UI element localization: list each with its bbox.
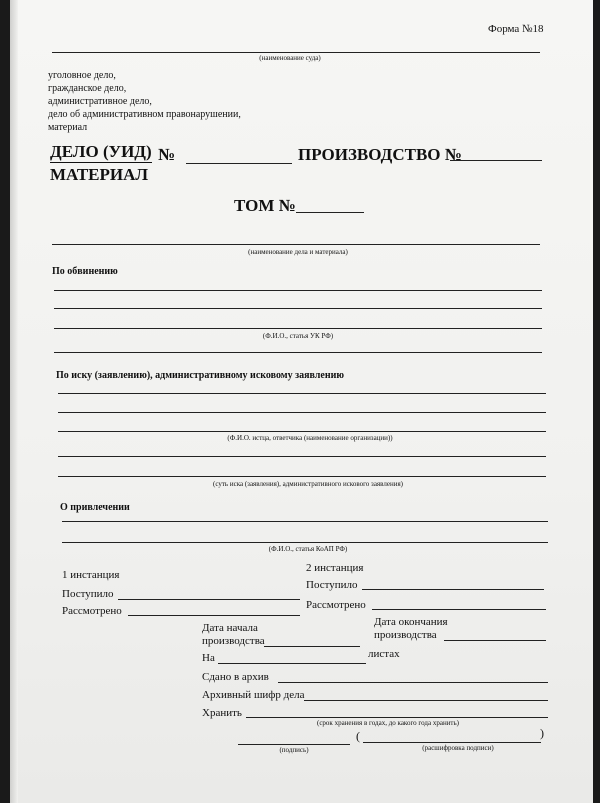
case-name-line[interactable]: [52, 244, 540, 245]
case-type-offense: дело об административном правонарушении,: [48, 109, 241, 120]
first-instance-label: 1 инстанция: [62, 569, 120, 581]
fio-plaintiff-caption: (Ф.И.О. истца, ответчика (наименование организации)): [227, 434, 393, 442]
second-received-line[interactable]: [362, 589, 544, 590]
section-obvinenie: По обвинению: [52, 266, 118, 277]
end-date-label-2: производства: [374, 629, 437, 641]
start-date-label-2: производства: [202, 635, 265, 647]
obvinenie-line-3[interactable]: [54, 328, 542, 329]
first-reviewed-label: Рассмотрено: [62, 605, 122, 617]
claim-essence-caption: (суть иска (заявления), административного искового заявления): [213, 480, 403, 488]
second-received-label: Поступило: [306, 579, 358, 591]
signature-decode-line[interactable]: [363, 742, 541, 743]
privlechenie-line-1[interactable]: [62, 521, 548, 522]
first-received-label: Поступило: [62, 588, 114, 600]
number-sign: №: [158, 145, 176, 164]
case-name-caption: (наименование дела и материала): [248, 248, 348, 256]
na-label: На: [202, 652, 215, 664]
archive-code-label: Архивный шифр дела: [202, 689, 305, 701]
isk-line-4[interactable]: [58, 456, 546, 457]
sheets-label: листах: [368, 648, 400, 660]
end-date-line[interactable]: [444, 640, 546, 641]
material-label: МАТЕРИАЛ: [50, 165, 149, 184]
archive-code-line[interactable]: [304, 700, 548, 701]
keep-label: Хранить: [202, 707, 242, 719]
case-type-civil: гражданское дело,: [48, 83, 127, 94]
form-number: Форма №18: [488, 23, 544, 35]
privlechenie-line-2[interactable]: [62, 542, 548, 543]
obvinenie-line-2[interactable]: [54, 308, 542, 309]
tom-number-line[interactable]: [296, 212, 364, 213]
signature-line[interactable]: [238, 744, 350, 745]
tom-label: ТОМ №: [234, 196, 296, 215]
keep-line[interactable]: [246, 717, 548, 718]
case-type-criminal: уголовное дело,: [48, 70, 116, 81]
isk-line-2[interactable]: [58, 412, 546, 413]
delo-uid-label: ДЕЛО (УИД): [50, 142, 152, 161]
proizvodstvo-number-line[interactable]: [450, 160, 542, 161]
case-type-administrative: административное дело,: [48, 96, 152, 107]
page-shadow: [10, 0, 18, 803]
case-type-material: материал: [48, 122, 88, 133]
start-date-line[interactable]: [264, 646, 360, 647]
end-date-label-1: Дата окончания: [374, 616, 448, 628]
form-sheet: [10, 0, 593, 803]
start-date-label-1: Дата начала: [202, 622, 258, 634]
isk-line-3[interactable]: [58, 431, 546, 432]
signature-paren-open: (: [356, 729, 360, 743]
section-isk: По иску (заявлению), административному исковому заявлению: [56, 370, 345, 381]
archive-line[interactable]: [278, 682, 548, 683]
first-received-line[interactable]: [118, 599, 300, 600]
delo-number-line[interactable]: [186, 163, 292, 164]
court-caption: (наименование суда): [259, 54, 321, 62]
court-line[interactable]: [52, 52, 540, 53]
second-reviewed-line[interactable]: [372, 609, 546, 610]
storage-caption: (срок хранения в годах, до какого года хранить): [316, 719, 460, 727]
obvinenie-line-1[interactable]: [54, 290, 542, 291]
section-privlechenie: О привлечении: [60, 502, 130, 513]
isk-line-1[interactable]: [58, 393, 546, 394]
second-instance-label: 2 инстанция: [306, 562, 364, 574]
fio-koap-caption: (Ф.И.О., статья КоАП РФ): [268, 545, 348, 553]
first-reviewed-line[interactable]: [128, 615, 300, 616]
isk-line-5[interactable]: [58, 476, 546, 477]
obvinenie-line-4[interactable]: [54, 352, 542, 353]
second-reviewed-label: Рассмотрено: [306, 599, 366, 611]
archive-label: Сдано в архив: [202, 671, 269, 683]
signature-caption: (подпись): [279, 746, 309, 754]
sheets-count-line[interactable]: [218, 663, 366, 664]
signature-paren-close: ): [540, 726, 544, 740]
proizvodstvo-label: ПРОИЗВОДСТВО №: [298, 145, 462, 164]
fio-uk-caption: (Ф.И.О., статья УК РФ): [262, 332, 334, 340]
signature-decode-caption: (расшифровка подписи): [422, 744, 494, 752]
